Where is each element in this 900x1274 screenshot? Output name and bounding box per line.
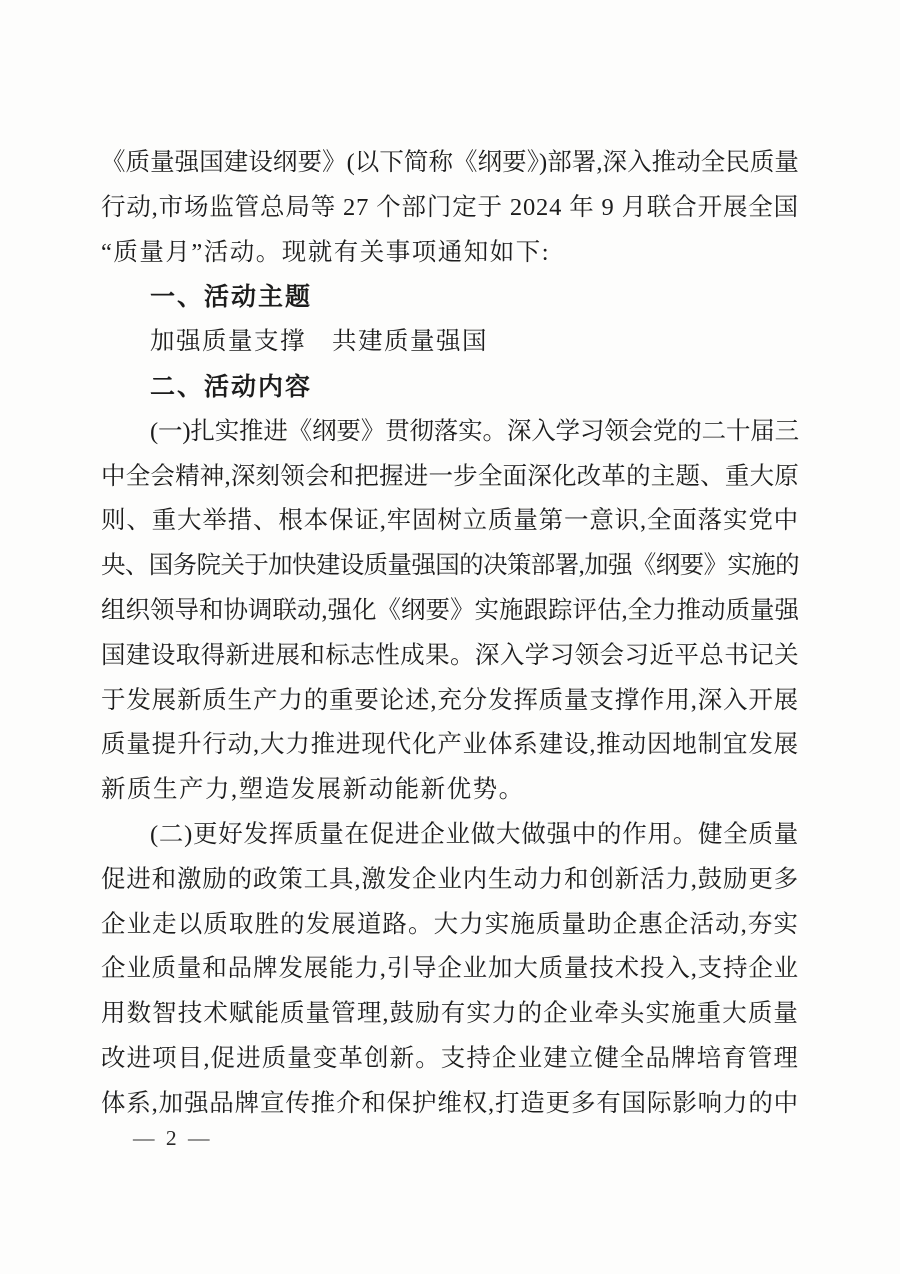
text-line-content: 国建设取得新进展和标志性成果。深入学习领会习近平总书记关 [101, 641, 799, 669]
text-line-content: 新质生产力,塑造发展新动能新优势。 [101, 776, 525, 804]
text-line [101, 679, 799, 724]
text-line [101, 813, 799, 858]
text-line-content: 央、国务院关于加快建设质量强国的决策部署,加强《纲要》实施的 [101, 552, 799, 580]
text-line-content: (一)扎实推进《纲要》贯彻落实。深入学习领会党的二十届三 [150, 417, 799, 445]
text-line [101, 723, 799, 768]
document-body [101, 141, 799, 1127]
text-line [101, 634, 799, 679]
heading-activity-content [101, 365, 799, 410]
text-line-content: 中全会精神,深刻领会和把握进一步全面深化改革的主题、重大原 [101, 462, 799, 490]
text-line-content: 促进和激励的政策工具,激发企业内生动力和创新活力,鼓励更多 [101, 865, 799, 893]
text-line-content: 质量提升行动,大力推进现代化产业体系建设,推动因地制宜发展 [101, 731, 799, 759]
text-line-content: 加强质量支撑 共建质量强国 [150, 328, 488, 356]
text-line [101, 231, 799, 276]
text-line [101, 1082, 799, 1127]
text-line [101, 589, 799, 634]
text-line-content: 组织领导和协调联动,强化《纲要》实施跟踪评估,全力推动质量强 [101, 596, 799, 624]
text-line [101, 1037, 799, 1082]
theme-slogan-line [101, 320, 799, 365]
page-number: — 2 — [133, 1126, 213, 1150]
text-line [101, 858, 799, 903]
text-line [101, 141, 799, 186]
text-line [101, 186, 799, 231]
heading-text: 二、活动内容 [150, 372, 313, 401]
text-line [101, 947, 799, 992]
text-line [101, 903, 799, 948]
text-line-content: 用数智技术赋能质量管理,鼓励有实力的企业牵头实施重大质量 [101, 1000, 799, 1028]
text-line [101, 544, 799, 589]
text-line-content: 企业走以质取胜的发展道路。大力实施质量助企惠企活动,夯实 [101, 910, 799, 938]
heading-activity-theme [101, 275, 799, 320]
text-line [101, 410, 799, 455]
heading-text: 一、活动主题 [150, 283, 313, 312]
text-line [101, 499, 799, 544]
text-line-content: (二)更好发挥质量在促进企业做大做强中的作用。健全质量 [150, 820, 799, 848]
text-line [101, 455, 799, 500]
text-line-content: 企业质量和品牌发展能力,引导企业加大质量技术投入,支持企业 [101, 955, 799, 983]
text-line-content: 体系,加强品牌宣传推介和保护维权,打造更多有国际影响力的中 [101, 1089, 799, 1117]
text-line-content: 行动,市场监管总局等 27 个部门定于 2024 年 9 月联合开展全国 [101, 193, 799, 221]
text-line [101, 768, 799, 813]
text-line-content: 《质量强国建设纲要》(以下简称《纲要》)部署,深入推动全民质量 [101, 149, 799, 176]
text-line-content: “质量月”活动。现就有关事项通知如下: [101, 238, 551, 266]
text-line [101, 992, 799, 1037]
text-line-content: 改进项目,促进质量变革创新。支持企业建立健全品牌培育管理 [101, 1044, 799, 1072]
text-line-content: 则、重大举措、根本保证,牢固树立质量第一意识,全面落实党中 [101, 507, 799, 535]
text-line-content: 于发展新质生产力的重要论述,充分发挥质量支撑作用,深入开展 [101, 686, 799, 714]
